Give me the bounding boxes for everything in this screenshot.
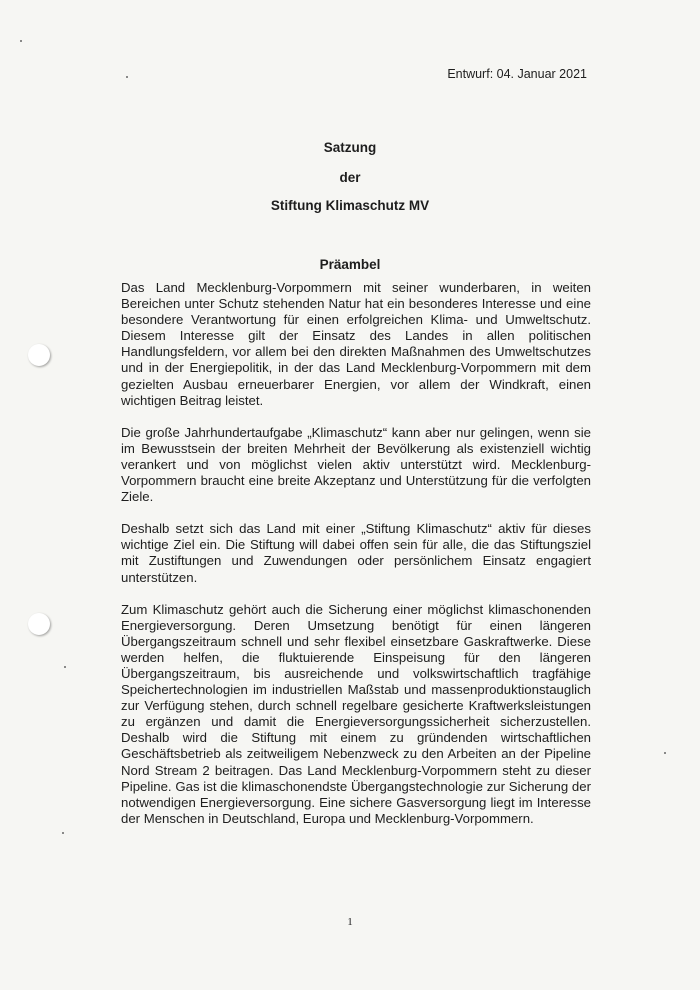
title-line-statute: Satzung	[323, 140, 377, 155]
title-line-foundation: Stiftung Klimaschutz MV	[270, 198, 430, 213]
title-line-of: der	[339, 170, 361, 185]
paragraph: Deshalb setzt sich das Land mit einer „Stiftung Klimaschutz“ aktiv für dieses wichtige Ziel ein. Die Stiftung will dabei offen sein für alle, die das Stiftungsziel mit Zustiftungen und Zuwendungen oder persönlichem Einsatz engagiert unterstützen.	[121, 521, 591, 585]
preamble-body	[121, 280, 591, 843]
scan-speck	[20, 40, 22, 42]
draft-date: Entwurf: 04. Januar 2021	[447, 67, 587, 81]
scan-speck	[126, 76, 128, 78]
paragraph: Zum Klimaschutz gehört auch die Sicherung einer möglichst klimaschonenden Energieversorgung. Deren Umsetzung benötigt für einen längeren Übergangszeitraum schnell und sehr flexibel einsetzbare Gaskraftwerke. Diese werden helfen, die fluktuierende Einspeisung für den längeren Übergangszeitraum, bis ausreichende und volkswirtschaftlich tragfähige Speichertechnologien im industriellen Maßstab und massenproduktionstauglich zur Verfügung stehen, durch schnell regelbare gesicherte Kraftwerksleistungen zu ergänzen und damit die Energieversorgungssicherheit sicherzustellen. Deshalb wird die Stiftung mit einem zu gründenden wirtschaftlichen Geschäftsbetrieb als zeitweiligem Nebenzweck zu den Arbeiten an der Pipeline Nord Stream 2 beitragen. Das Land Mecklenburg-Vorpommern steht zu dieser Pipeline. Gas ist die klimaschonendste Übergangstechnologie zur Sicherung der notwendigen Energieversorgung. Eine sichere Gasversorgung liegt im Interesse der Menschen in Deutschland, Europa und Mecklenburg-Vorpommern.	[121, 601, 591, 826]
page-number: 1	[347, 916, 353, 928]
punch-hole	[28, 344, 50, 366]
scan-speck	[64, 666, 66, 668]
scan-speck	[664, 752, 666, 754]
paragraph: Das Land Mecklenburg-Vorpommern mit seiner wunderbaren, in weiten Bereichen unter Schutz stehenden Natur hat ein besonderes Interesse und eine besondere Verantwortung für einen erfolgreichen Klima- und Umweltschutz. Diesem Interesse gilt der Einsatz des Landes in allen politischen Handlungsfeldern, vor allem bei den direkten Maßnahmen des Umweltschutzes und in der Energiepolitik, in der das Land Mecklenburg-Vorpommern mit dem gezielten Ausbau erneuerbarer Energien, vor allem der Windkraft, einen wichtigen Beitrag leistet.	[121, 280, 591, 408]
section-heading-preamble: Präambel	[319, 257, 381, 272]
paragraph: Die große Jahrhundertaufgabe „Klimaschutz“ kann aber nur gelingen, wenn sie im Bewusstsein der breiten Mehrheit der Bevölkerung als existenziell wichtig verankert und von möglichst vielen aktiv unterstützt wird. Mecklenburg-Vorpommern braucht eine breite Akzeptanz und Unterstützung für die verfolgten Ziele.	[121, 424, 591, 505]
scan-speck	[62, 832, 64, 834]
punch-hole	[28, 613, 50, 635]
